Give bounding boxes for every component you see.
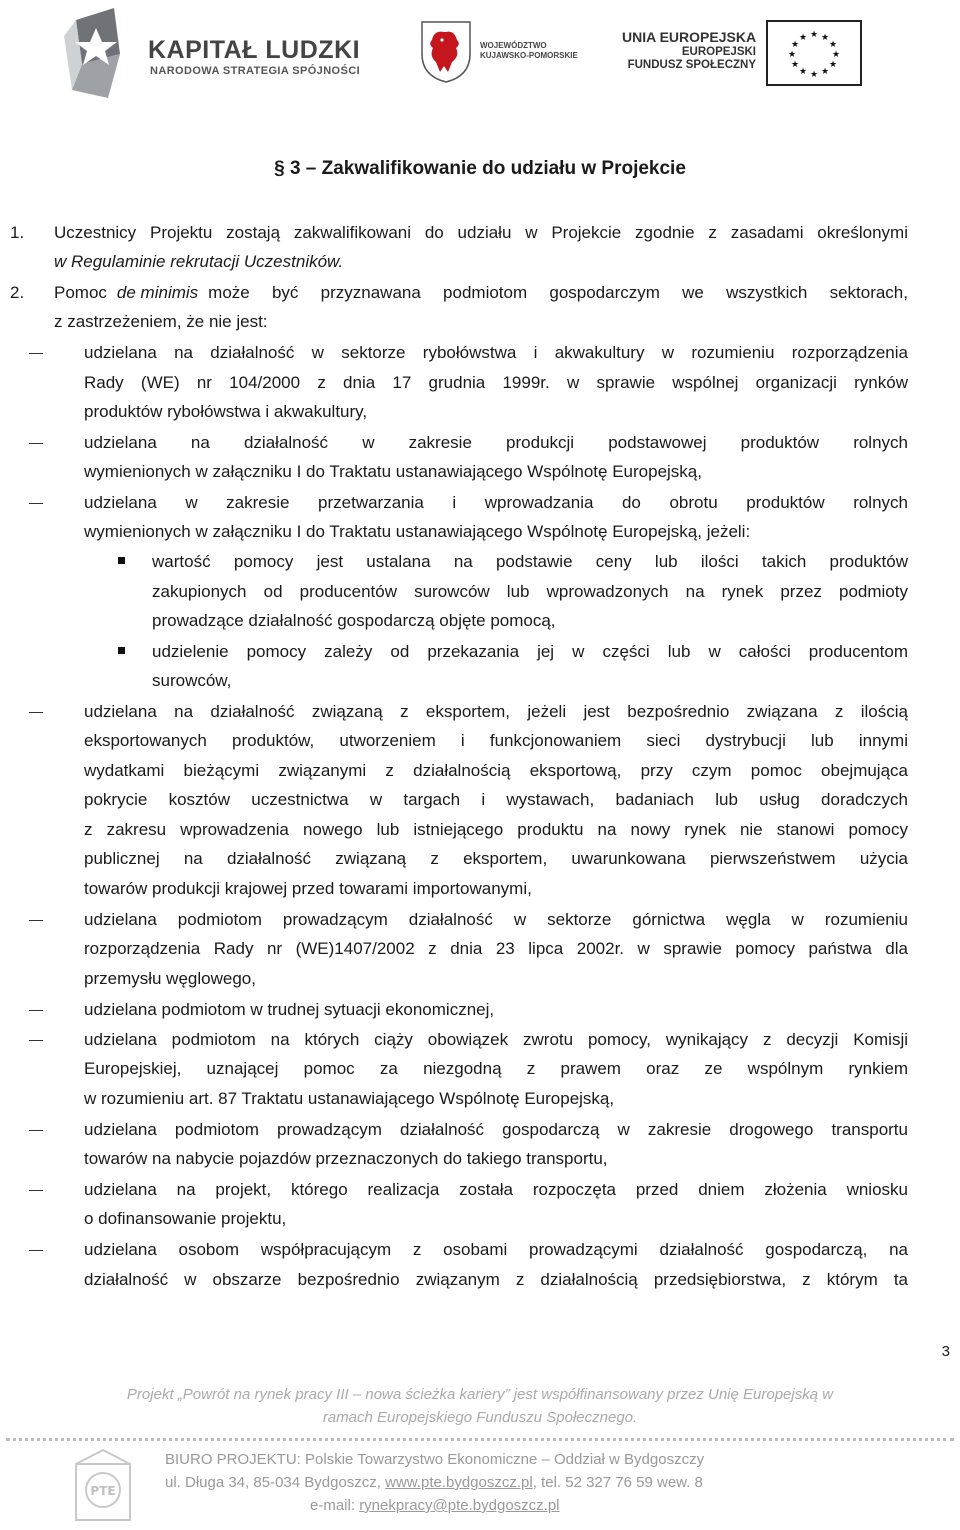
svg-text:★: ★ [809, 70, 819, 80]
item-1-line-2: w Regulaminie rekrutacji Uczestników. [54, 252, 344, 271]
svg-text:★: ★ [787, 50, 797, 60]
section-heading: § 3 – Zakwalifikowanie do udziału w Projekcie [274, 158, 686, 179]
dash-item-4-line-6: publicznej na działalność związaną z eksportem, uwarunkowana pierwszeństwem użycia [84, 849, 908, 868]
dash-item-7-line-2: Europejskiej, uznającej pomoc za niezgodną z prawem oraz ze wspólnym rynkiem [84, 1059, 908, 1078]
email-link[interactable]: rynekpracy@pte.bydgoszcz.pl [359, 1497, 560, 1514]
website-link[interactable]: www.pte.bydgoszcz.pl [385, 1474, 533, 1491]
svg-text:★: ★ [820, 33, 830, 43]
item-2-line-1: Pomoc de minimis może być przyznawana podmiotom gospodarczym we wszystkich sektorach, [54, 283, 908, 302]
dash-item-2-line-1: udzielana na działalność w zakresie produkcji podstawowej produktów rolnych [84, 433, 908, 452]
page-header [0, 0, 960, 110]
dash-item-3-line-2: wymienionych w załączniku I do Traktatu ustanawiającego Wspólnotę Europejską, jeżeli: [84, 522, 751, 541]
footer-office-line-1: BIURO PROJEKTU: Polskie Towarzystwo Ekonomiczne – Oddział w Bydgoszczy [165, 1451, 705, 1468]
dash-item-4-line-1: udzielana na działalność związaną z eksportem, jeżeli jest bezpośrednio związana z ilością [84, 702, 908, 721]
footer-project-line-1: Projekt „Powrót na rynek pracy III – nowa ścieżka kariery” jest współfinansowany przez Unię Europejską w [126, 1386, 834, 1403]
dash-bullet [29, 1190, 43, 1191]
footer-office-line-3: e-mail: rynekpracy@pte.bydgoszcz.pl [310, 1497, 560, 1514]
dash-bullet [29, 920, 43, 921]
dash-item-2-line-2: wymienionych w załączniku I do Traktatu ustanawiającego Wspólnotę Europejską, [84, 462, 702, 481]
dash-item-7-line-1: udzielana podmiotom na których ciąży obowiązek zwrotu pomocy, wynikający z decyzji Komisji [84, 1030, 908, 1049]
region-crest-icon [420, 20, 472, 84]
square-item-2-line-1: udzielenie pomocy zależy od przekazania jej w części lub w całości producentom [152, 642, 908, 661]
pte-logo-icon [74, 1448, 132, 1522]
dash-item-5-line-2: rozporządzenia Rady nr (WE)1407/2002 z dnia 23 lipca 2002r. w sprawie pomocy państwa dla [84, 939, 908, 958]
dash-item-1-line-3: produktów rybołówstwa i akwakultury, [84, 402, 368, 421]
square-bullet [118, 557, 125, 564]
dash-item-7-line-3: w rozumieniu art. 87 Traktatu ustanawiającego Wspólnotę Europejską, [84, 1089, 615, 1108]
square-item-1-line-1: wartość pomocy jest ustalana na podstawie ceny lub ilości takich produktów [152, 552, 908, 571]
svg-text:★: ★ [820, 67, 830, 77]
square-item-2-line-2: surowców, [152, 671, 232, 690]
dash-item-4-line-7: towarów produkcji krajowej przed towarami importowanymi, [84, 879, 532, 898]
svg-text:★: ★ [809, 30, 819, 40]
kapital-ludzki-subtitle: NARODOWA STRATEGIA SPÓJNOŚCI [150, 65, 361, 77]
svg-text:★: ★ [831, 50, 841, 60]
kapital-ludzki-title: KAPITAŁ LUDZKI [148, 36, 361, 64]
dash-bullet [29, 443, 43, 444]
page-number: 3 [941, 1343, 950, 1360]
dash-bullet [29, 1040, 43, 1041]
dash-item-6-line-1: udzielana podmiotom w trudnej sytuacji ekonomicznej, [84, 1000, 495, 1019]
dash-bullet [29, 503, 43, 504]
dash-item-8-line-2: towarów na nabycie pojazdów przeznaczonych do takiego transportu, [84, 1149, 608, 1168]
dash-item-4-line-4: pokrycie kosztów uczestnictwa w targach i wystawach, badaniach lub usług doradczych [84, 790, 908, 809]
svg-text:★: ★ [828, 40, 838, 50]
footer-office-line-2: ul. Długa 34, 85-034 Bydgoszcz, www.pte.bydgoszcz.pl, tel. 52 327 76 59 wew. 8 [165, 1474, 703, 1491]
dash-item-3-line-1: udzielana w zakresie przetwarzania i wprowadzania do obrotu produktów rolnych [84, 493, 908, 512]
kapital-ludzki-logo-icon [62, 6, 132, 101]
dash-item-10-line-2: działalność w obszarze bezpośrednio związanym z działalnością przedsiębiorstwa, z którym ta [84, 1270, 908, 1289]
eu-label: UNIA EUROPEJSKA EUROPEJSKI FUNDUSZ SPOŁECZNY [622, 29, 757, 71]
square-bullet [118, 647, 125, 654]
dash-item-4-line-3: wydatkami bieżącymi związanymi z działalnością eksportową, przy czym pomoc obejmująca [84, 761, 908, 780]
dash-bullet [29, 1130, 43, 1131]
dash-bullet [29, 712, 43, 713]
svg-text:★: ★ [790, 40, 800, 50]
square-item-1-line-3: prowadzące działalność gospodarczą objęte pomocą, [152, 611, 556, 630]
dash-item-1-line-2: Rady (WE) nr 104/2000 z dnia 17 grudnia 1999r. w sprawie wspólnej organizacji rynków [84, 373, 908, 392]
svg-text:★: ★ [790, 60, 800, 70]
dash-item-4-line-2: eksportowanych produktów, utworzeniem i funkcjonowaniem sieci dystrybucji lub innymi [84, 731, 908, 750]
dash-item-1-line-1: udzielana na działalność w sektorze rybołówstwa i akwakultury w rozumieniu rozporządzenia [84, 343, 908, 362]
dash-item-8-line-1: udzielana podmiotom prowadzącym działalność gospodarczą w zakresie drogowego transportu [84, 1120, 908, 1139]
dash-bullet [29, 1250, 43, 1251]
dash-bullet [29, 353, 43, 354]
svg-text:★: ★ [798, 33, 808, 43]
dash-item-4-line-5: z zakresu wprowadzenia nowego lub istniejącego produktu na nowy rynek nie stanowi pomocy [84, 820, 908, 839]
svg-text:★: ★ [798, 67, 808, 77]
svg-text:★: ★ [828, 60, 838, 70]
dash-item-5-line-1: udzielana podmiotom prowadzącym działalność w sektorze górnictwa węgla w rozumieniu [84, 910, 908, 929]
eu-flag-icon [766, 20, 862, 86]
item-number-1: 1. [10, 223, 25, 242]
dash-item-10-line-1: udzielana osobom współpracującym z osobami prowadzącymi działalność gospodarczą, na [84, 1240, 908, 1259]
item-1-line-1: Uczestnicy Projektu zostają zakwalifikowani do udziału w Projekcie zgodnie z zasadami określonymi [54, 223, 908, 242]
footer-divider [6, 1438, 954, 1441]
item-number-2: 2. [10, 283, 25, 302]
footer-project-line-2: ramach Europejskiego Funduszu Społecznego. [322, 1409, 638, 1426]
square-item-1-line-2: zakupionych od producentów surowców lub wprowadzonych na rynek przez podmioty [152, 582, 908, 601]
dash-item-9-line-2: o dofinansowanie projektu, [84, 1209, 287, 1228]
dash-bullet [29, 1010, 43, 1011]
region-name: WOJEWÓDZTWO KUJAWSKO-POMORSKIE [480, 41, 578, 60]
svg-text:PTE: PTE [90, 1484, 116, 1498]
item-2-line-2: z zastrzeżeniem, że nie jest: [54, 312, 268, 331]
dash-item-5-line-3: przemysłu węglowego, [84, 969, 256, 988]
dash-item-9-line-1: udzielana na projekt, którego realizacja została rozpoczęta przed dniem złożenia wniosku [84, 1180, 908, 1199]
